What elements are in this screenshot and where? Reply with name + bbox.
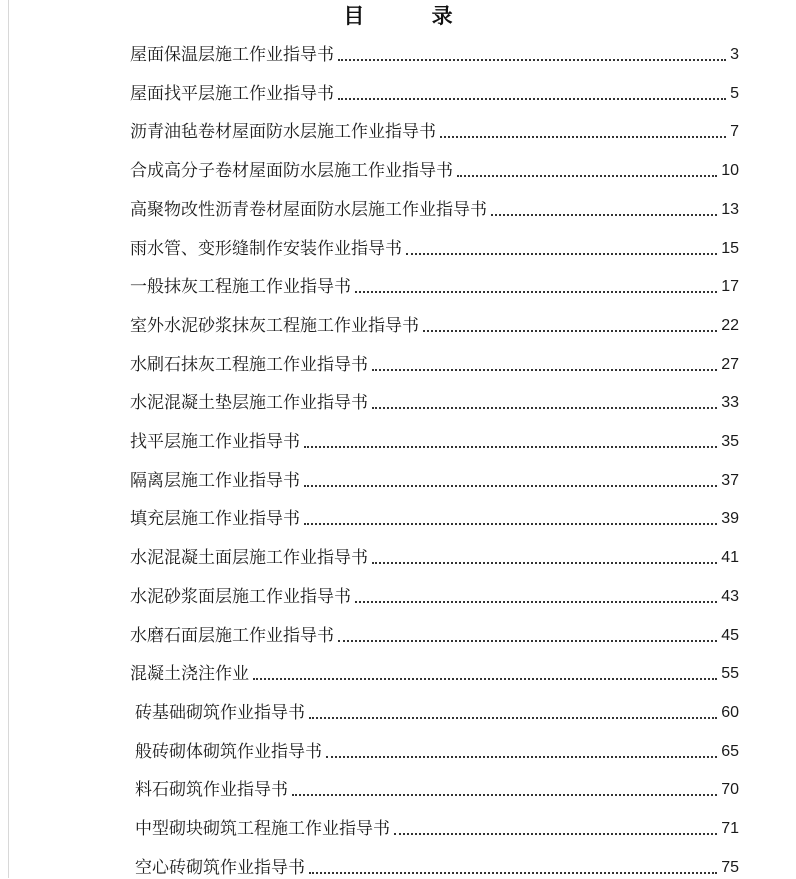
page-edge-divider — [8, 0, 9, 878]
toc-entry-title: 室外水泥砂浆抹灰工程施工作业指导书 — [130, 315, 423, 337]
toc-page-number: 65 — [721, 742, 739, 760]
toc-page-number: 45 — [721, 626, 739, 644]
toc-entry[interactable] — [130, 584, 739, 608]
toc-entry[interactable] — [130, 506, 739, 530]
toc-page-number: 15 — [721, 239, 739, 257]
toc-dot-leader — [440, 121, 726, 143]
toc-page-number: 55 — [721, 665, 739, 683]
toc-page-number: 60 — [721, 703, 739, 721]
toc-entry-title: 水泥混凝土面层施工作业指导书 — [130, 547, 372, 569]
toc-page-number: 22 — [721, 316, 739, 334]
toc-page-number: 70 — [721, 781, 739, 799]
toc-dot-leader — [406, 238, 717, 260]
toc-entry-title: 屋面保温层施工作业指导书 — [130, 44, 338, 66]
toc-dot-leader — [423, 315, 717, 337]
toc-entry-title: 砖基础砌筑作业指导书 — [135, 702, 309, 724]
toc-dot-leader — [304, 470, 717, 492]
toc-entry[interactable] — [130, 623, 739, 647]
toc-entry[interactable] — [135, 816, 739, 840]
toc-dot-leader — [253, 663, 717, 685]
toc-dot-leader — [338, 625, 717, 647]
toc-dot-leader — [355, 276, 717, 298]
toc-entry[interactable] — [130, 81, 739, 105]
toc-entry-title: 找平层施工作业指导书 — [130, 431, 304, 453]
toc-dot-leader — [304, 431, 717, 453]
toc-entry[interactable] — [130, 390, 739, 414]
toc-entry-title: 空心砖砌筑作业指导书 — [135, 857, 309, 879]
toc-entry[interactable] — [135, 855, 739, 879]
toc-entry[interactable] — [130, 158, 739, 182]
toc-page-number: 3 — [730, 46, 739, 63]
toc-dot-leader — [491, 199, 717, 221]
toc-dot-leader — [326, 741, 717, 763]
toc-page-number: 71 — [721, 820, 739, 837]
toc-entry-title: 填充层施工作业指导书 — [130, 508, 304, 530]
toc-entry[interactable] — [130, 352, 739, 376]
toc-dot-leader — [372, 392, 717, 414]
toc-dot-leader — [309, 702, 717, 724]
toc-entry-title: 合成高分子卷材屋面防水层施工作业指导书 — [130, 160, 457, 182]
toc-entry-title: 雨水管、变形缝制作安装作业指导书 — [130, 238, 406, 260]
toc-page-number: 10 — [721, 162, 739, 180]
toc-entry[interactable] — [130, 429, 739, 453]
toc-page-number: 37 — [721, 471, 739, 489]
toc-entry[interactable] — [130, 661, 739, 685]
toc-entry-title: 中型砌块砌筑工程施工作业指导书 — [135, 818, 394, 840]
toc-page-number: 33 — [721, 394, 739, 412]
toc-entry[interactable] — [130, 119, 739, 143]
toc-entry-title: 般砖砌体砌筑作业指导书 — [135, 741, 326, 763]
toc-dot-leader — [292, 779, 717, 801]
toc-page-number: 13 — [721, 200, 739, 218]
toc-entry-title: 高聚物改性沥青卷材屋面防水层施工作业指导书 — [130, 199, 491, 221]
toc-page-number: 75 — [721, 858, 739, 876]
toc-page-number: 17 — [721, 278, 739, 296]
toc-entry-title: 混凝土浇注作业 — [130, 663, 253, 685]
toc-page-number: 41 — [721, 549, 739, 567]
toc-entry[interactable] — [130, 42, 739, 66]
toc-dot-leader — [355, 586, 717, 608]
toc-entry[interactable] — [135, 739, 739, 763]
toc-entry[interactable] — [130, 468, 739, 492]
toc-entry-title: 水泥砂浆面层施工作业指导书 — [130, 586, 355, 608]
toc-entry[interactable] — [130, 545, 739, 569]
toc-entry-title: 隔离层施工作业指导书 — [130, 470, 304, 492]
toc-entry[interactable] — [135, 700, 739, 724]
toc-dot-leader — [372, 354, 717, 376]
toc-dot-leader — [457, 160, 717, 182]
toc-entry-title: 水刷石抹灰工程施工作业指导书 — [130, 354, 372, 376]
toc-dot-leader — [304, 508, 717, 530]
toc-entry-title: 料石砌筑作业指导书 — [135, 779, 292, 801]
toc-entry-title: 沥青油毡卷材屋面防水层施工作业指导书 — [130, 121, 440, 143]
toc-page-number: 5 — [730, 84, 739, 102]
toc-entry-title: 水泥混凝土垫层施工作业指导书 — [130, 392, 372, 414]
toc-entry[interactable] — [135, 777, 739, 801]
toc-heading: 目 录 — [343, 4, 483, 28]
toc-page-number: 43 — [721, 587, 739, 605]
toc-entry[interactable] — [130, 236, 739, 260]
toc-page-number: 35 — [721, 433, 739, 450]
toc-entry[interactable] — [130, 313, 739, 337]
toc-page-number: 7 — [730, 123, 739, 141]
toc-page-number: 39 — [721, 510, 739, 528]
toc-page-number: 27 — [721, 355, 739, 373]
toc-entry-title: 水磨石面层施工作业指导书 — [130, 625, 338, 647]
toc-dot-leader — [372, 547, 717, 569]
toc-entry-title: 一般抹灰工程施工作业指导书 — [130, 276, 355, 298]
toc-entry[interactable] — [130, 197, 739, 221]
toc-dot-leader — [309, 857, 717, 879]
toc-dot-leader — [338, 44, 726, 66]
toc-entry[interactable] — [130, 274, 739, 298]
toc-entry-title: 屋面找平层施工作业指导书 — [130, 83, 338, 105]
toc-dot-leader — [394, 818, 717, 840]
toc-dot-leader — [338, 83, 726, 105]
